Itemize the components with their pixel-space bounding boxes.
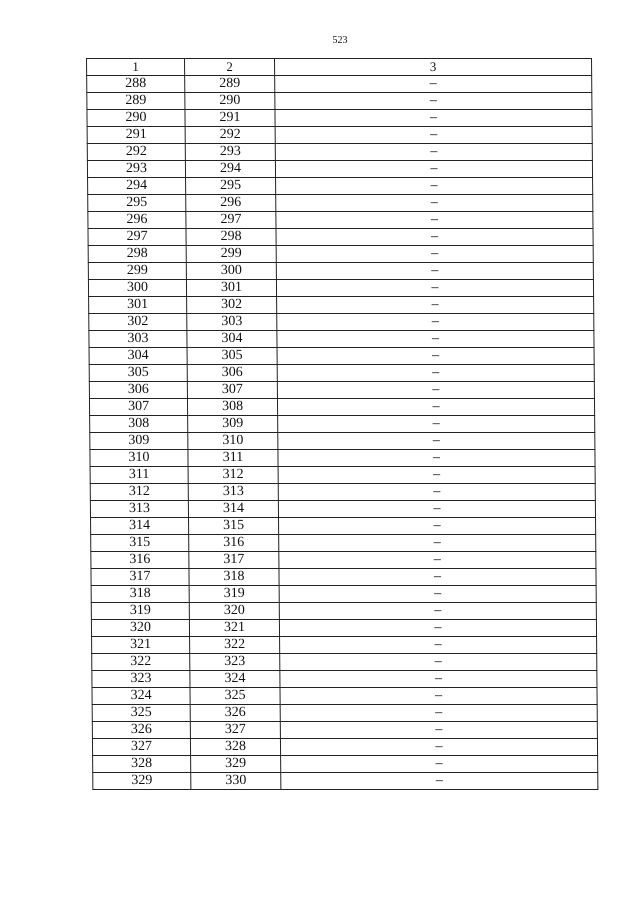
table-cell-col-3: – [279,569,596,586]
table-cell-col-1: 324 [92,688,190,705]
table-cell-col-1: 292 [87,144,185,161]
table-cell-col-3: – [279,535,596,552]
table-cell-col-1: 314 [91,518,189,535]
table-row [93,773,598,790]
table-row [90,467,595,484]
table-cell-col-3: – [275,110,592,127]
table-cell-col-3: – [277,365,594,382]
table-row [92,637,597,654]
table-cell-col-1: 321 [92,637,190,654]
table-cell-col-2: 311 [188,450,278,467]
table-cell-col-1: 291 [87,127,185,144]
table-cell-col-3: – [276,212,593,229]
table-cell-col-2: 322 [190,637,280,654]
table-cell-col-2: 328 [190,739,280,756]
table-cell-col-3: – [277,348,594,365]
table-cell-col-2: 326 [190,705,280,722]
table-cell-col-1: 317 [91,569,189,586]
table-cell-col-2: 290 [185,93,275,110]
table-cell-col-1: 302 [89,314,187,331]
table-cell-col-3: – [275,127,592,144]
table-cell-col-2: 299 [186,246,276,263]
table-cell-col-1: 326 [92,722,190,739]
table-cell-col-2: 320 [189,603,279,620]
table-cell-col-1: 318 [91,586,189,603]
table-row [88,280,593,297]
table-row [92,688,597,705]
table-cell-col-1: 327 [92,739,190,756]
table-cell-col-2: 298 [186,229,276,246]
table-row [91,518,596,535]
table-cell-col-2: 289 [185,76,275,93]
table-cell-col-1: 294 [88,178,186,195]
table-row [91,586,596,603]
table-cell-col-3: – [277,382,594,399]
table-cell-col-3: – [278,416,595,433]
table-cell-col-3: – [281,756,598,773]
table-cell-col-3: – [276,246,593,263]
table-cell-col-3: – [280,637,597,654]
table-cell-col-3: – [277,314,594,331]
table-row [87,144,592,161]
table-row [89,382,594,399]
column-header-3: 3 [275,59,592,76]
table-cell-col-1: 316 [91,552,189,569]
table-row [87,93,592,110]
table-row [88,263,593,280]
table-row [92,722,597,739]
table-cell-col-2: 296 [186,195,276,212]
table-cell-col-3: – [280,671,597,688]
table-cell-col-1: 306 [89,382,187,399]
table-cell-col-2: 307 [187,382,277,399]
table-cell-col-1: 301 [89,297,187,314]
table-row [92,705,597,722]
table-row [88,178,593,195]
column-header-1: 1 [87,59,185,76]
table-row [91,535,596,552]
table-cell-col-2: 302 [187,297,277,314]
table-row [89,314,594,331]
table-row [90,416,595,433]
table-cell-col-3: – [278,501,595,518]
table-row [89,331,594,348]
table-cell-col-1: 313 [90,501,188,518]
table-cell-col-1: 300 [88,280,186,297]
table-row [87,161,592,178]
table-cell-col-3: – [280,705,597,722]
table-cell-col-1: 299 [88,263,186,280]
table-cell-col-2: 308 [187,399,277,416]
table-row [89,297,594,314]
table-row [91,569,596,586]
table-cell-col-1: 303 [89,331,187,348]
table-cell-col-3: – [278,467,595,484]
table-header-row [87,59,592,76]
table-cell-col-2: 318 [189,569,279,586]
table-cell-col-1: 312 [90,484,188,501]
table-cell-col-1: 320 [91,620,189,637]
table-cell-col-2: 305 [187,348,277,365]
table-cell-col-2: 304 [187,331,277,348]
table-cell-col-2: 300 [186,263,276,280]
table-cell-col-3: – [278,484,595,501]
table-cell-col-3: – [279,620,596,637]
table-cell-col-1: 328 [93,756,191,773]
table-cell-col-1: 315 [91,535,189,552]
table-cell-col-3: – [275,76,592,93]
table-cell-col-3: – [279,603,596,620]
table-cell-col-2: 315 [189,518,279,535]
table-cell-col-2: 316 [189,535,279,552]
table-cell-col-1: 305 [89,365,187,382]
table-cell-col-2: 306 [187,365,277,382]
table-cell-col-2: 297 [186,212,276,229]
table-cell-col-3: – [276,280,593,297]
table-cell-col-2: 292 [185,127,275,144]
table-cell-col-2: 293 [185,144,275,161]
table-cell-col-2: 317 [189,552,279,569]
table-cell-col-3: – [275,93,592,110]
table-cell-col-2: 323 [190,654,280,671]
table-cell-col-2: 324 [190,671,280,688]
column-header-2: 2 [185,59,275,76]
table-cell-col-1: 310 [90,450,188,467]
table-row [90,433,595,450]
page-number: 523 [332,35,348,46]
table-row [88,246,593,263]
table-row [92,671,597,688]
table-body [87,59,598,790]
table-cell-col-2: 294 [185,161,275,178]
table-row [90,484,595,501]
table-cell-col-1: 295 [88,195,186,212]
table-cell-col-2: 330 [191,773,281,790]
table-cell-col-2: 312 [188,467,278,484]
table-cell-col-2: 321 [189,620,279,637]
table-cell-col-2: 329 [191,756,281,773]
table-row [91,620,596,637]
table-cell-col-3: – [278,450,595,467]
table-cell-col-1: 290 [87,110,185,127]
table-cell-col-3: – [280,688,597,705]
table-cell-col-3: – [278,433,595,450]
table-row [87,76,592,93]
table-cell-col-1: 311 [90,467,188,484]
table-cell-col-1: 309 [90,433,188,450]
table-cell-col-2: 325 [190,688,280,705]
table-cell-col-3: – [277,399,594,416]
table-row [91,552,596,569]
table-row [89,348,594,365]
table-row [90,501,595,518]
table-cell-col-3: – [277,331,594,348]
table-row [90,450,595,467]
table-row [87,127,592,144]
table-cell-col-1: 308 [90,416,188,433]
table-cell-col-2: 327 [190,722,280,739]
table-cell-col-2: 309 [188,416,278,433]
table-cell-col-3: – [279,518,596,535]
table-cell-col-3: – [276,263,593,280]
table-cell-col-3: – [280,739,597,756]
table-cell-col-3: – [276,178,593,195]
table-cell-col-2: 303 [187,314,277,331]
data-table [86,58,598,790]
table-cell-col-1: 323 [92,671,190,688]
table-row [92,654,597,671]
table-cell-col-3: – [280,722,597,739]
table-cell-col-2: 291 [185,110,275,127]
table-cell-col-1: 297 [88,229,186,246]
table-row [89,399,594,416]
table-cell-col-2: 301 [186,280,276,297]
table-cell-col-1: 298 [88,246,186,263]
table-cell-col-1: 296 [88,212,186,229]
table-cell-col-3: – [277,297,594,314]
table-cell-col-1: 289 [87,93,185,110]
table-row [88,195,593,212]
table-cell-col-1: 304 [89,348,187,365]
table-cell-col-3: – [280,654,597,671]
table-cell-col-2: 314 [188,501,278,518]
table-cell-col-1: 293 [87,161,185,178]
table-cell-col-1: 329 [93,773,191,790]
table-row [92,739,597,756]
table-cell-col-1: 325 [92,705,190,722]
table-cell-col-2: 313 [188,484,278,501]
table-cell-col-3: – [279,586,596,603]
table-row [91,603,596,620]
table-cell-col-1: 322 [92,654,190,671]
table-row [88,229,593,246]
table-row [93,756,598,773]
table-cell-col-2: 295 [186,178,276,195]
table-row [89,365,594,382]
table-row [87,110,592,127]
table-cell-col-3: – [279,552,596,569]
table-row [88,212,593,229]
table-cell-col-1: 319 [91,603,189,620]
table-cell-col-3: – [276,195,593,212]
table-cell-col-1: 288 [87,76,185,93]
table-cell-col-1: 307 [89,399,187,416]
table-cell-col-3: – [281,773,598,790]
table-cell-col-2: 319 [189,586,279,603]
table-cell-col-3: – [275,144,592,161]
table-cell-col-2: 310 [188,433,278,450]
table-cell-col-3: – [276,229,593,246]
table-cell-col-3: – [275,161,592,178]
